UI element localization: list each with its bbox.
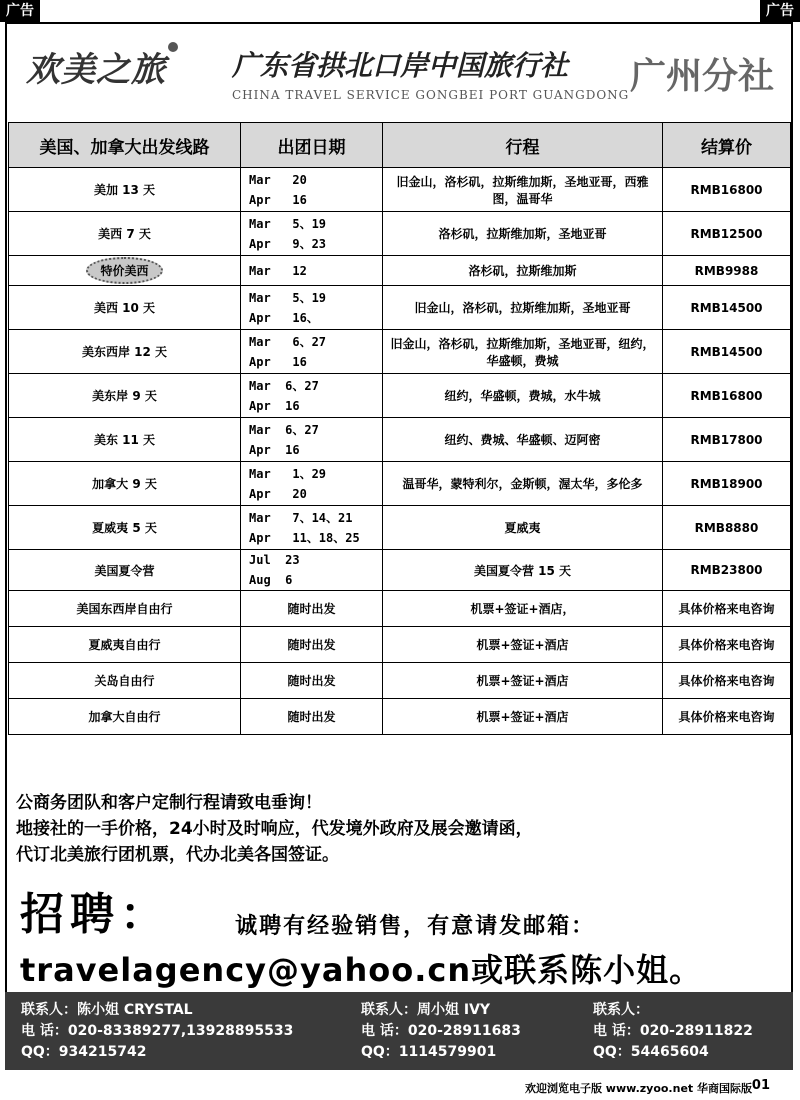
itinerary-cell: 旧金山，洛杉矶，拉斯维加斯，圣地亚哥 bbox=[383, 286, 663, 330]
agency-name: 广东省拱北口岸中国旅行社 bbox=[232, 49, 569, 82]
dates-cell bbox=[241, 506, 383, 550]
route-cell bbox=[9, 699, 241, 735]
date-line: Mar 6、27 bbox=[249, 378, 319, 393]
route-name: 关岛自由行 bbox=[94, 674, 155, 688]
special-offer-badge: 特价美西 bbox=[86, 257, 162, 284]
table-row bbox=[9, 256, 791, 286]
dates-cell bbox=[241, 212, 383, 256]
agency-name-en: CHINA TRAVEL SERVICE GONGBEI PORT GUANGDONG bbox=[232, 88, 630, 102]
date-line: Apr 11、18、25 bbox=[249, 530, 360, 545]
table-row bbox=[9, 168, 791, 212]
itinerary-cell: 夏威夷 bbox=[383, 506, 663, 550]
logo-text: 欢美之旅 bbox=[26, 50, 166, 90]
table-row bbox=[9, 591, 791, 627]
route-name: 美国夏令营 bbox=[94, 563, 155, 578]
itinerary-cell: 机票+签证+酒店 bbox=[383, 699, 663, 735]
route-cell bbox=[9, 591, 241, 627]
dates-cell bbox=[241, 330, 383, 374]
dates-cell bbox=[241, 591, 383, 627]
dates-cell bbox=[241, 286, 383, 330]
contact-block bbox=[593, 1000, 753, 1063]
contact-qq: QQ：1114579901 bbox=[361, 1044, 497, 1060]
route-name: 美国东西岸自由行 bbox=[76, 602, 173, 616]
recruit-section bbox=[20, 878, 595, 942]
route-name: 美西 7 天 bbox=[98, 227, 151, 241]
contact-phone[interactable]: 电 话：020-83389277,13928895533 bbox=[21, 1023, 294, 1039]
table-row bbox=[9, 330, 791, 374]
logo bbox=[26, 42, 178, 91]
table-row bbox=[9, 550, 791, 591]
dates-cell bbox=[241, 699, 383, 735]
itinerary-cell: 温哥华，蒙特利尔，金斯顿，渥太华，多伦多 bbox=[383, 462, 663, 506]
price-cell: RMB14500 bbox=[663, 286, 791, 330]
table-row bbox=[9, 462, 791, 506]
table-row bbox=[9, 699, 791, 735]
table-row bbox=[9, 627, 791, 663]
contact-person: 联系人： bbox=[593, 1002, 649, 1018]
dates-cell bbox=[241, 627, 383, 663]
promo-line: 地接社的一手价格，24小时及时响应，代发境外政府及展会邀请函， bbox=[16, 819, 533, 839]
date-line: Mar 5、19 bbox=[249, 290, 327, 305]
table-header-row bbox=[9, 123, 791, 168]
route-cell bbox=[9, 374, 241, 418]
promo-text bbox=[16, 790, 786, 868]
dates-cell bbox=[241, 168, 383, 212]
contact-phone[interactable]: 电 话：020-28911683 bbox=[361, 1023, 521, 1039]
contact-block bbox=[21, 1000, 293, 1063]
itinerary-cell: 纽约、费城、华盛顿、迈阿密 bbox=[383, 418, 663, 462]
date-line: 随时出发 bbox=[287, 638, 336, 652]
route-cell bbox=[9, 627, 241, 663]
contact-person: 联系人：陈小姐 CRYSTAL bbox=[21, 1002, 193, 1018]
price-cell: RMB16800 bbox=[663, 374, 791, 418]
contact-person: 联系人：周小姐 IVY bbox=[361, 1002, 491, 1018]
date-line: Apr 16、 bbox=[249, 310, 319, 325]
header-dates: 出团日期 bbox=[241, 123, 383, 168]
price-cell: RMB9988 bbox=[663, 256, 791, 286]
date-line: Apr 20 bbox=[249, 486, 307, 501]
page-footer bbox=[0, 1074, 800, 1100]
contact-qq: QQ：934215742 bbox=[21, 1044, 147, 1060]
itinerary-cell: 机票+签证+酒店 bbox=[383, 663, 663, 699]
dates-cell bbox=[241, 256, 383, 286]
itinerary-cell: 机票+签证+酒店， bbox=[383, 591, 663, 627]
ad-tag-right: 广告 bbox=[760, 0, 800, 22]
price-cell: RMB18900 bbox=[663, 462, 791, 506]
price-cell: RMB17800 bbox=[663, 418, 791, 462]
route-cell bbox=[9, 418, 241, 462]
date-line: Apr 9、23 bbox=[249, 236, 327, 251]
price-cell: RMB8880 bbox=[663, 506, 791, 550]
dates-cell bbox=[241, 418, 383, 462]
date-line: 随时出发 bbox=[287, 602, 336, 616]
dates-cell bbox=[241, 663, 383, 699]
price-cell: RMB12500 bbox=[663, 212, 791, 256]
price-cell: RMB16800 bbox=[663, 168, 791, 212]
route-cell bbox=[9, 168, 241, 212]
promo-line: 代订北美旅行团机票，代办北美各国签证。 bbox=[16, 845, 339, 865]
routes-table bbox=[8, 122, 791, 735]
header-price: 结算价 bbox=[663, 123, 791, 168]
date-line: Mar 6、27 bbox=[249, 334, 327, 349]
date-line: Aug 6 bbox=[249, 573, 293, 587]
contact-qq: QQ：54465604 bbox=[593, 1044, 709, 1060]
routes-body bbox=[9, 168, 791, 735]
route-cell bbox=[9, 330, 241, 374]
sun-icon bbox=[168, 42, 178, 52]
itinerary-cell: 美国夏令营 15 天 bbox=[383, 550, 663, 591]
table-row bbox=[9, 374, 791, 418]
date-line: 随时出发 bbox=[287, 674, 336, 688]
route-cell bbox=[9, 506, 241, 550]
recruit-email[interactable]: travelagency@yahoo.cn或联系陈小姐。 bbox=[20, 951, 703, 989]
route-cell bbox=[9, 462, 241, 506]
route-name: 美西 10 天 bbox=[93, 301, 156, 315]
itinerary-cell: 旧金山，洛杉矶，拉斯维加斯，圣地亚哥，纽约，华盛顿，费城 bbox=[383, 330, 663, 374]
dates-cell bbox=[241, 374, 383, 418]
table-row bbox=[9, 663, 791, 699]
header-route: 美国、加拿大出发线路 bbox=[9, 123, 241, 168]
table-row bbox=[9, 506, 791, 550]
date-line: Apr 16 bbox=[249, 442, 300, 457]
itinerary-cell: 洛杉矶，拉斯维加斯，圣地亚哥 bbox=[383, 212, 663, 256]
itinerary-cell: 纽约，华盛顿，费城，水牛城 bbox=[383, 374, 663, 418]
contact-block bbox=[361, 1000, 521, 1063]
date-line: Apr 16 bbox=[249, 398, 300, 413]
date-line: Jul 23 bbox=[249, 553, 300, 567]
date-line: Mar 12 bbox=[249, 263, 307, 278]
date-line: Mar 7、14、21 bbox=[249, 510, 353, 525]
price-cell: RMB23800 bbox=[663, 550, 791, 591]
dates-cell bbox=[241, 462, 383, 506]
dates-cell bbox=[241, 550, 383, 591]
price-cell: 具体价格来电咨询 bbox=[663, 699, 791, 735]
site-text[interactable]: 欢迎浏览电子版 www.zyoo.net 华商国际版 bbox=[524, 1082, 752, 1095]
price-cell: 具体价格来电咨询 bbox=[663, 627, 791, 663]
route-name: 加拿大自由行 bbox=[88, 710, 161, 724]
contact-phone[interactable]: 电 话：020-28911822 bbox=[593, 1023, 753, 1039]
date-line: Apr 16 bbox=[249, 192, 307, 207]
header-itinerary: 行程 bbox=[383, 123, 663, 168]
route-cell bbox=[9, 550, 241, 591]
date-line: 随时出发 bbox=[287, 710, 336, 724]
page-number: 01 bbox=[751, 1078, 770, 1093]
date-line: Apr 16 bbox=[249, 354, 307, 369]
route-name: 美东西岸 12 天 bbox=[81, 345, 168, 359]
itinerary-cell: 旧金山，洛杉矶，拉斯维加斯，圣地亚哥，西雅图，温哥华 bbox=[383, 168, 663, 212]
recruit-title: 招聘： bbox=[20, 889, 170, 940]
date-line: Mar 6、27 bbox=[249, 422, 319, 437]
table-row bbox=[9, 286, 791, 330]
table-row bbox=[9, 212, 791, 256]
ad-tag-left: 广告 bbox=[0, 0, 40, 22]
contact-band bbox=[5, 992, 793, 1070]
route-name: 夏威夷 5 天 bbox=[92, 521, 157, 535]
route-cell bbox=[9, 212, 241, 256]
header bbox=[18, 34, 788, 114]
price-cell: RMB14500 bbox=[663, 330, 791, 374]
route-name: 美加 13 天 bbox=[93, 183, 156, 197]
promo-line: 公商务团队和客户定制行程请致电垂询！ bbox=[16, 793, 322, 813]
branch-name: 广州分社 bbox=[630, 56, 775, 97]
price-cell: 具体价格来电咨询 bbox=[663, 663, 791, 699]
date-line: Mar 5、19 bbox=[249, 216, 327, 231]
date-line: Mar 20 bbox=[249, 172, 307, 187]
route-cell bbox=[9, 256, 241, 286]
recruit-text: 诚聘有经验销售，有意请发邮箱： bbox=[235, 914, 596, 939]
itinerary-cell: 机票+签证+酒店 bbox=[383, 627, 663, 663]
route-name: 美东 11 天 bbox=[93, 433, 156, 447]
price-cell: 具体价格来电咨询 bbox=[663, 591, 791, 627]
route-cell bbox=[9, 286, 241, 330]
table-row bbox=[9, 418, 791, 462]
route-name: 加拿大 9 天 bbox=[92, 477, 157, 491]
route-cell bbox=[9, 663, 241, 699]
route-name: 美东岸 9 天 bbox=[92, 389, 157, 403]
route-name: 夏威夷自由行 bbox=[88, 638, 161, 652]
date-line: Mar 1、29 bbox=[249, 466, 327, 481]
itinerary-cell: 洛杉矶，拉斯维加斯 bbox=[383, 256, 663, 286]
